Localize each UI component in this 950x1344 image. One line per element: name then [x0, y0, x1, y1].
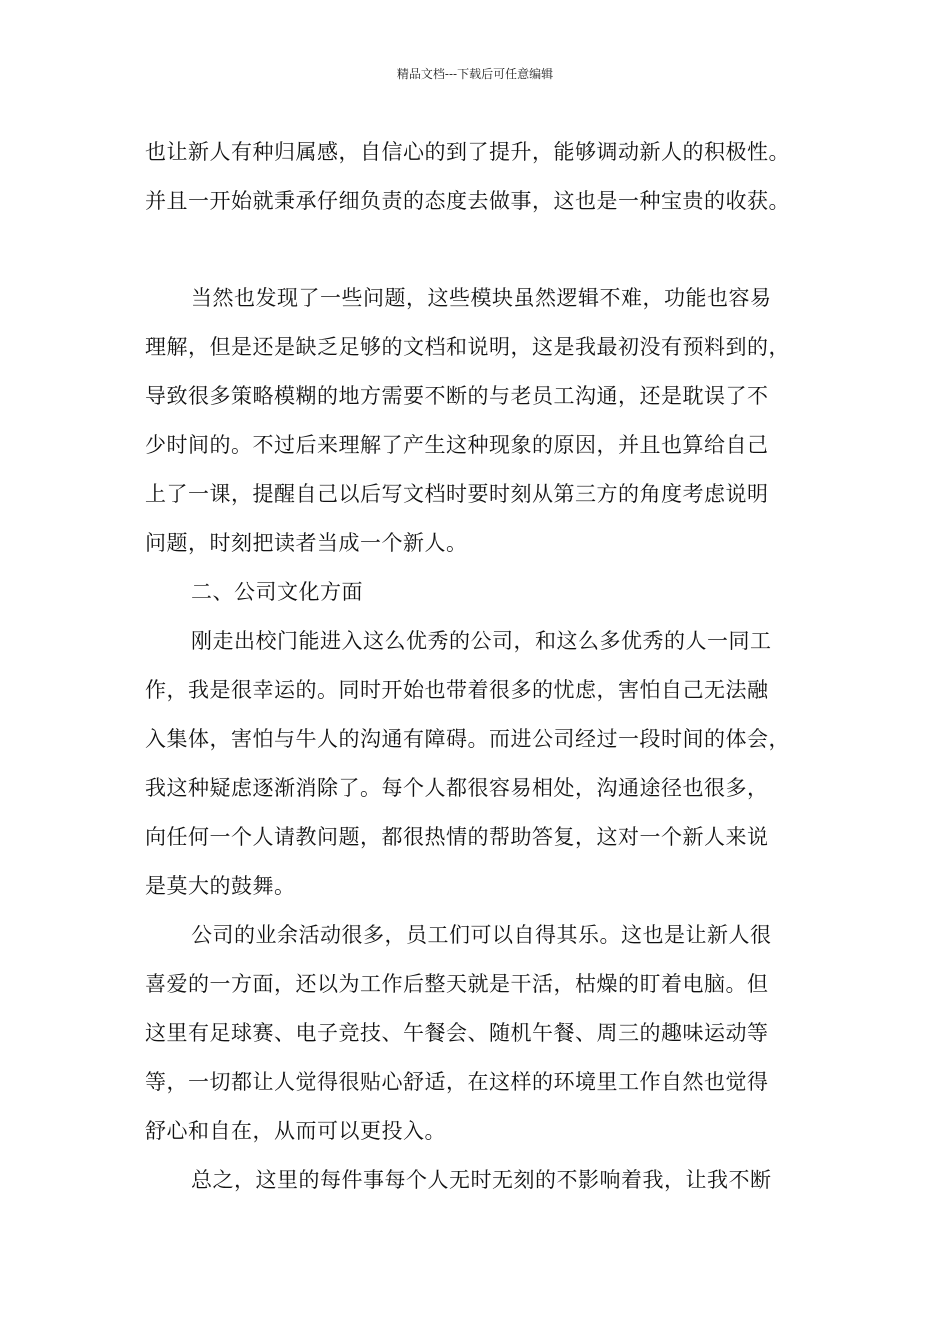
text-line: 是莫大的鼓舞。	[145, 874, 296, 898]
section-heading	[145, 568, 815, 617]
text-line: 理解，但是还是缺乏足够的文档和说明，这是我最初没有预料到的，	[145, 335, 790, 359]
text-line: 总之，这里的每件事每个人无时无刻的不影响着我，让我不断	[191, 1168, 772, 1192]
paragraph	[145, 1156, 815, 1205]
text-line: 并且一开始就秉承仔细负责的态度去做事，这也是一种宝贵的收获。	[145, 189, 790, 213]
paragraph-gap	[145, 226, 815, 274]
text-line: 舒心和自在，从而可以更投入。	[145, 1119, 446, 1143]
paragraph	[145, 911, 815, 1156]
paragraph	[145, 617, 815, 911]
section-heading-text: 二、公司文化方面	[191, 580, 363, 604]
text-line: 少时间的。不过后来理解了产生这种现象的原因，并且也算给自己	[145, 433, 769, 457]
text-line: 问题，时刻把读者当成一个新人。	[145, 531, 468, 555]
text-line: 刚走出校门能进入这么优秀的公司，和这么多优秀的人一同工	[191, 629, 772, 653]
text-line: 作，我是很幸运的。同时开始也带着很多的忧虑，害怕自己无法融	[145, 678, 769, 702]
text-line: 等，一切都让人觉得很贴心舒适，在这样的环境里工作自然也觉得	[145, 1070, 769, 1094]
text-line: 导致很多策略模糊的地方需要不断的与老员工沟通，还是耽误了不	[145, 384, 769, 408]
document-body	[145, 128, 815, 1205]
text-line: 也让新人有种归属感，自信心的到了提升，能够调动新人的积极性。	[145, 140, 790, 164]
text-line: 向任何一个人请教问题，都很热情的帮助答复，这对一个新人来说	[145, 825, 769, 849]
text-line: 喜爱的一方面，还以为工作后整天就是干活，枯燥的盯着电脑。但	[145, 972, 769, 996]
text-line: 上了一课，提醒自己以后写文档时要时刻从第三方的角度考虑说明	[145, 482, 769, 506]
page-header: 精品文档---下载后可任意编辑	[396, 67, 554, 81]
text-line: 入集体，害怕与牛人的沟通有障碍。而进公司经过一段时间的体会，	[145, 727, 790, 751]
text-line: 公司的业余活动很多，员工们可以自得其乐。这也是让新人很	[191, 923, 772, 947]
text-line: 这里有足球赛、电子竞技、午餐会、随机午餐、周三的趣味运动等	[145, 1021, 769, 1045]
paragraph	[145, 128, 815, 226]
text-line: 当然也发现了一些问题，这些模块虽然逻辑不难，功能也容易	[191, 286, 772, 310]
paragraph	[145, 274, 815, 568]
text-line: 我这种疑虑逐渐消除了。每个人都很容易相处，沟通途径也很多，	[145, 776, 769, 800]
